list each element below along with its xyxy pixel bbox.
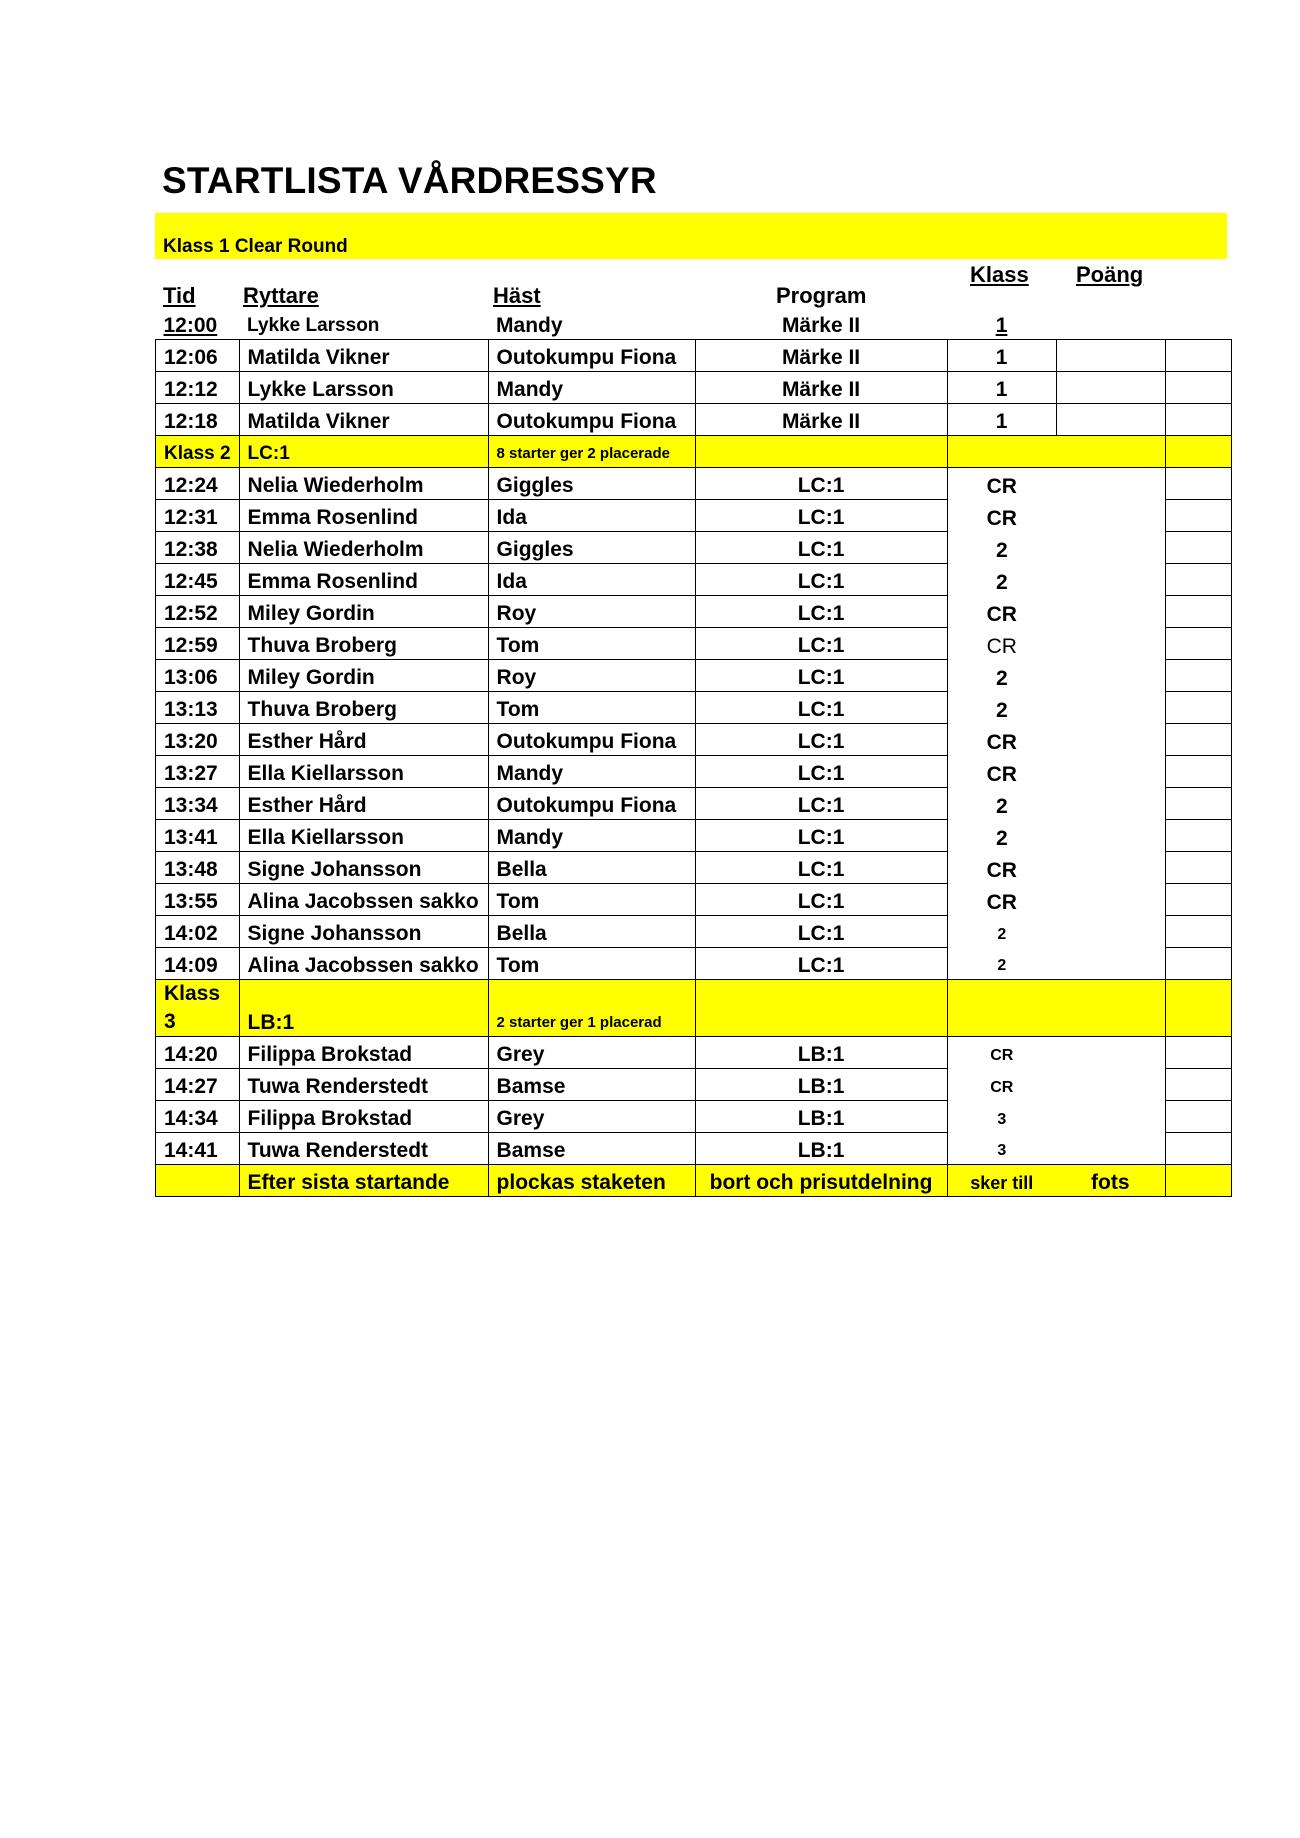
tid-cell: 13:13 xyxy=(156,692,240,724)
empty-cell xyxy=(1165,980,1231,1037)
klass-cell: 2 xyxy=(947,788,1056,820)
footer-col6: fots xyxy=(1056,1165,1165,1197)
empty-cell xyxy=(1165,1037,1231,1069)
class2-note: 8 starter ger 2 placerade xyxy=(488,436,695,468)
program-cell: LC:1 xyxy=(695,852,947,884)
table-row xyxy=(156,468,1232,500)
header-poang: Poäng xyxy=(1076,262,1144,287)
hast-cell: Mandy xyxy=(488,820,695,852)
poang-cell xyxy=(1056,756,1165,788)
klass-cell: 2 xyxy=(947,820,1056,852)
hast-cell: Ida xyxy=(488,564,695,596)
poang-cell xyxy=(1056,660,1165,692)
klass-cell: 2 xyxy=(947,660,1056,692)
hast-cell: Roy xyxy=(488,596,695,628)
ryttare-cell: Tuwa Renderstedt xyxy=(239,1069,488,1101)
table-row xyxy=(156,404,1232,436)
program-cell: LC:1 xyxy=(695,820,947,852)
empty-cell xyxy=(1165,660,1231,692)
ryttare-cell: Alina Jacobssen sakko xyxy=(239,884,488,916)
klass-cell: CR xyxy=(947,1069,1056,1101)
empty-cell xyxy=(947,980,1056,1037)
poang-cell xyxy=(1056,404,1165,436)
tid-cell: 14:20 xyxy=(156,1037,240,1069)
hast-cell: Bamse xyxy=(488,1069,695,1101)
program-cell: LC:1 xyxy=(695,916,947,948)
class3-label-line1: Klass xyxy=(164,982,221,1005)
table-row xyxy=(156,948,1232,980)
tid-cell: 13:20 xyxy=(156,724,240,756)
table-row xyxy=(156,596,1232,628)
klass-cell: CR xyxy=(947,500,1056,532)
header-hast: Häst xyxy=(493,283,541,308)
poang-cell xyxy=(1056,724,1165,756)
empty-cell xyxy=(1165,852,1231,884)
poang-cell xyxy=(1056,1101,1165,1133)
ryttare-cell: Nelia Wiederholm xyxy=(239,532,488,564)
hast-cell: Tom xyxy=(488,628,695,660)
empty-cell xyxy=(1165,436,1231,468)
empty-cell xyxy=(1165,628,1231,660)
table-row xyxy=(156,372,1232,404)
class3-label xyxy=(156,980,240,1037)
klass-cell: 3 xyxy=(947,1101,1056,1133)
program-cell: LC:1 xyxy=(695,948,947,980)
tid-cell: 13:48 xyxy=(156,852,240,884)
class3-label-line2: 3 xyxy=(164,1010,176,1033)
header-klass: Klass xyxy=(970,262,1029,287)
tid-cell: 13:41 xyxy=(156,820,240,852)
header-tid: Tid xyxy=(163,283,196,308)
hast-cell: Grey xyxy=(488,1101,695,1133)
klass-cell: CR xyxy=(947,724,1056,756)
empty-cell xyxy=(1165,948,1231,980)
empty-cell xyxy=(1165,1069,1231,1101)
poang-cell xyxy=(1056,916,1165,948)
program-cell: Märke II xyxy=(695,404,947,436)
ryttare-cell: Esther Hård xyxy=(239,788,488,820)
empty-cell xyxy=(1165,500,1231,532)
table-row xyxy=(156,916,1232,948)
ryttare-cell: Esther Hård xyxy=(239,724,488,756)
program-cell: LC:1 xyxy=(695,500,947,532)
poang-cell xyxy=(1056,692,1165,724)
tid-cell: 13:55 xyxy=(156,884,240,916)
poang-cell xyxy=(1056,308,1165,340)
klass-cell: 3 xyxy=(947,1133,1056,1165)
empty-cell xyxy=(1165,788,1231,820)
poang-cell xyxy=(1056,340,1165,372)
tid-cell: 14:34 xyxy=(156,1101,240,1133)
klass-cell: 1 xyxy=(947,404,1056,436)
poang-cell xyxy=(1056,468,1165,500)
tid-cell: 13:27 xyxy=(156,756,240,788)
tid-cell: 13:06 xyxy=(156,660,240,692)
table-row xyxy=(156,1133,1232,1165)
hast-cell: Outokumpu Fiona xyxy=(488,788,695,820)
table-row xyxy=(156,724,1232,756)
klass-cell: CR xyxy=(947,852,1056,884)
program-cell: LB:1 xyxy=(695,1037,947,1069)
ryttare-cell: Signe Johansson xyxy=(239,916,488,948)
hast-cell: Mandy xyxy=(488,372,695,404)
klass-cell: 1 xyxy=(947,340,1056,372)
tid-cell: 12:52 xyxy=(156,596,240,628)
program-cell: LB:1 xyxy=(695,1133,947,1165)
hast-cell: Giggles xyxy=(488,532,695,564)
empty-cell xyxy=(1165,340,1231,372)
klass-cell: 2 xyxy=(947,948,1056,980)
empty-cell xyxy=(1165,532,1231,564)
ryttare-cell: Ella Kiellarsson xyxy=(239,820,488,852)
program-cell: LC:1 xyxy=(695,660,947,692)
table-row xyxy=(156,1069,1232,1101)
tid-cell: 12:45 xyxy=(156,564,240,596)
hast-cell: Bella xyxy=(488,916,695,948)
table-row xyxy=(156,788,1232,820)
ryttare-cell: Nelia Wiederholm xyxy=(239,468,488,500)
ryttare-cell: Matilda Vikner xyxy=(239,404,488,436)
class2-program: LC:1 xyxy=(239,436,488,468)
klass-cell: CR xyxy=(947,1037,1056,1069)
klass-cell: CR xyxy=(947,468,1056,500)
program-cell: LC:1 xyxy=(695,884,947,916)
footer-col5: sker till xyxy=(947,1165,1056,1197)
tid-cell: 14:02 xyxy=(156,916,240,948)
empty-cell xyxy=(1165,372,1231,404)
poang-cell xyxy=(1056,564,1165,596)
ryttare-cell: Thuva Broberg xyxy=(239,692,488,724)
empty-cell xyxy=(1165,596,1231,628)
hast-cell: Mandy xyxy=(488,756,695,788)
footer-col3: plockas staketen xyxy=(488,1165,695,1197)
table-row xyxy=(156,564,1232,596)
table-row xyxy=(156,756,1232,788)
program-cell: LC:1 xyxy=(695,532,947,564)
empty-cell xyxy=(695,436,947,468)
table-row xyxy=(156,340,1232,372)
hast-cell: Bamse xyxy=(488,1133,695,1165)
poang-cell xyxy=(1056,372,1165,404)
tid-cell: 12:06 xyxy=(156,340,240,372)
tid-cell: 12:12 xyxy=(156,372,240,404)
poang-cell xyxy=(1056,532,1165,564)
program-cell: LC:1 xyxy=(695,628,947,660)
footer-row xyxy=(156,1165,1232,1197)
footer-col4: bort och prisutdelning xyxy=(695,1165,947,1197)
tid-cell: 12:00 xyxy=(163,314,218,337)
program-cell: Märke II xyxy=(695,340,947,372)
ryttare-cell: Tuwa Renderstedt xyxy=(239,1133,488,1165)
program-cell: LC:1 xyxy=(695,756,947,788)
ryttare-cell: Emma Rosenlind xyxy=(239,500,488,532)
table-row xyxy=(156,820,1232,852)
ryttare-cell: Alina Jacobssen sakko xyxy=(239,948,488,980)
tid-cell: 14:09 xyxy=(156,948,240,980)
ryttare-cell: Miley Gordin xyxy=(239,596,488,628)
program-cell: LC:1 xyxy=(695,788,947,820)
klass-cell: 1 xyxy=(947,372,1056,404)
poang-cell xyxy=(1056,788,1165,820)
empty-cell xyxy=(695,980,947,1037)
program-cell: Märke II xyxy=(781,314,861,337)
table-row xyxy=(156,500,1232,532)
footer-col2: Efter sista startande xyxy=(239,1165,488,1197)
program-cell: LC:1 xyxy=(695,596,947,628)
start-list-table xyxy=(155,308,1232,1197)
empty-cell xyxy=(1165,308,1231,340)
poang-cell xyxy=(1056,948,1165,980)
klass-cell: CR xyxy=(947,756,1056,788)
class2-header-row xyxy=(156,436,1232,468)
class3-note: 2 starter ger 1 placerad xyxy=(488,980,695,1037)
empty-cell xyxy=(1056,436,1165,468)
tid-cell: 12:31 xyxy=(156,500,240,532)
hast-cell: Outokumpu Fiona xyxy=(488,340,695,372)
empty-cell xyxy=(1165,468,1231,500)
header-ryttare: Ryttare xyxy=(243,283,319,308)
tid-cell: 13:34 xyxy=(156,788,240,820)
tid-cell: 14:27 xyxy=(156,1069,240,1101)
klass-cell: 2 xyxy=(947,692,1056,724)
class3-header-row xyxy=(156,980,1232,1037)
table-row xyxy=(156,1037,1232,1069)
program-cell: LC:1 xyxy=(695,724,947,756)
poang-cell xyxy=(1056,1037,1165,1069)
poang-cell xyxy=(1056,628,1165,660)
klass-cell: CR xyxy=(947,884,1056,916)
hast-cell: Outokumpu Fiona xyxy=(488,404,695,436)
empty-cell xyxy=(1165,1165,1231,1197)
program-cell: LC:1 xyxy=(695,564,947,596)
empty-cell xyxy=(1056,980,1165,1037)
table-row xyxy=(156,692,1232,724)
empty-cell xyxy=(1165,1133,1231,1165)
poang-cell xyxy=(1056,884,1165,916)
ryttare-cell: Signe Johansson xyxy=(239,852,488,884)
ryttare-cell: Filippa Brokstad xyxy=(239,1101,488,1133)
table-row xyxy=(156,1101,1232,1133)
ryttare-cell: Thuva Broberg xyxy=(239,628,488,660)
empty-cell xyxy=(1165,1101,1231,1133)
page-title: STARTLISTA VÅRDRESSYR xyxy=(162,160,657,201)
poang-cell xyxy=(1056,820,1165,852)
hast-cell: Mandy xyxy=(496,314,563,337)
empty-cell xyxy=(947,436,1056,468)
hast-cell: Grey xyxy=(488,1037,695,1069)
table-row xyxy=(156,884,1232,916)
program-cell: LC:1 xyxy=(695,692,947,724)
empty-cell xyxy=(1165,916,1231,948)
tid-cell: 12:18 xyxy=(156,404,240,436)
ryttare-cell: Ella Kiellarsson xyxy=(239,756,488,788)
klass-cell: 2 xyxy=(947,916,1056,948)
tid-cell: 12:24 xyxy=(156,468,240,500)
poang-cell xyxy=(1056,1133,1165,1165)
empty-cell xyxy=(1165,564,1231,596)
empty-cell xyxy=(1165,820,1231,852)
empty-cell xyxy=(1165,756,1231,788)
hast-cell: Tom xyxy=(488,948,695,980)
program-cell: LC:1 xyxy=(695,468,947,500)
poang-cell xyxy=(1056,852,1165,884)
table-row xyxy=(156,852,1232,884)
ryttare-cell: Emma Rosenlind xyxy=(239,564,488,596)
table-row xyxy=(156,532,1232,564)
klass-cell: 2 xyxy=(947,564,1056,596)
table-row xyxy=(156,628,1232,660)
program-cell: LB:1 xyxy=(695,1101,947,1133)
poang-cell xyxy=(1056,596,1165,628)
empty-cell xyxy=(1165,884,1231,916)
tid-cell: 12:59 xyxy=(156,628,240,660)
hast-cell: Tom xyxy=(488,884,695,916)
empty-cell xyxy=(1165,724,1231,756)
class1-banner xyxy=(155,213,1227,259)
class1-banner-label: Klass 1 Clear Round xyxy=(163,236,348,257)
header-program: Program xyxy=(776,283,867,308)
klass-cell: 2 xyxy=(947,532,1056,564)
program-cell: LB:1 xyxy=(695,1069,947,1101)
ryttare-cell: Miley Gordin xyxy=(239,660,488,692)
tid-cell: 14:41 xyxy=(156,1133,240,1165)
table-row xyxy=(156,660,1232,692)
klass-cell: CR xyxy=(947,596,1056,628)
class2-label: Klass 2 xyxy=(156,436,240,468)
empty-cell xyxy=(1165,692,1231,724)
tid-cell: 12:38 xyxy=(156,532,240,564)
poang-cell xyxy=(1056,500,1165,532)
hast-cell: Ida xyxy=(488,500,695,532)
hast-cell: Giggles xyxy=(488,468,695,500)
empty-cell xyxy=(1165,404,1231,436)
hast-cell: Tom xyxy=(488,692,695,724)
ryttare-cell: Filippa Brokstad xyxy=(239,1037,488,1069)
program-cell: Märke II xyxy=(695,372,947,404)
klass-cell: 1 xyxy=(995,314,1008,337)
hast-cell: Bella xyxy=(488,852,695,884)
ryttare-cell: Matilda Vikner xyxy=(239,340,488,372)
class3-program: LB:1 xyxy=(239,980,488,1037)
first-row xyxy=(156,308,1232,340)
ryttare-cell: Lykke Larsson xyxy=(247,315,380,336)
hast-cell: Roy xyxy=(488,660,695,692)
poang-cell xyxy=(1056,1069,1165,1101)
ryttare-cell: Lykke Larsson xyxy=(239,372,488,404)
empty-cell xyxy=(156,1165,240,1197)
klass-cell: CR xyxy=(947,628,1056,660)
hast-cell: Outokumpu Fiona xyxy=(488,724,695,756)
